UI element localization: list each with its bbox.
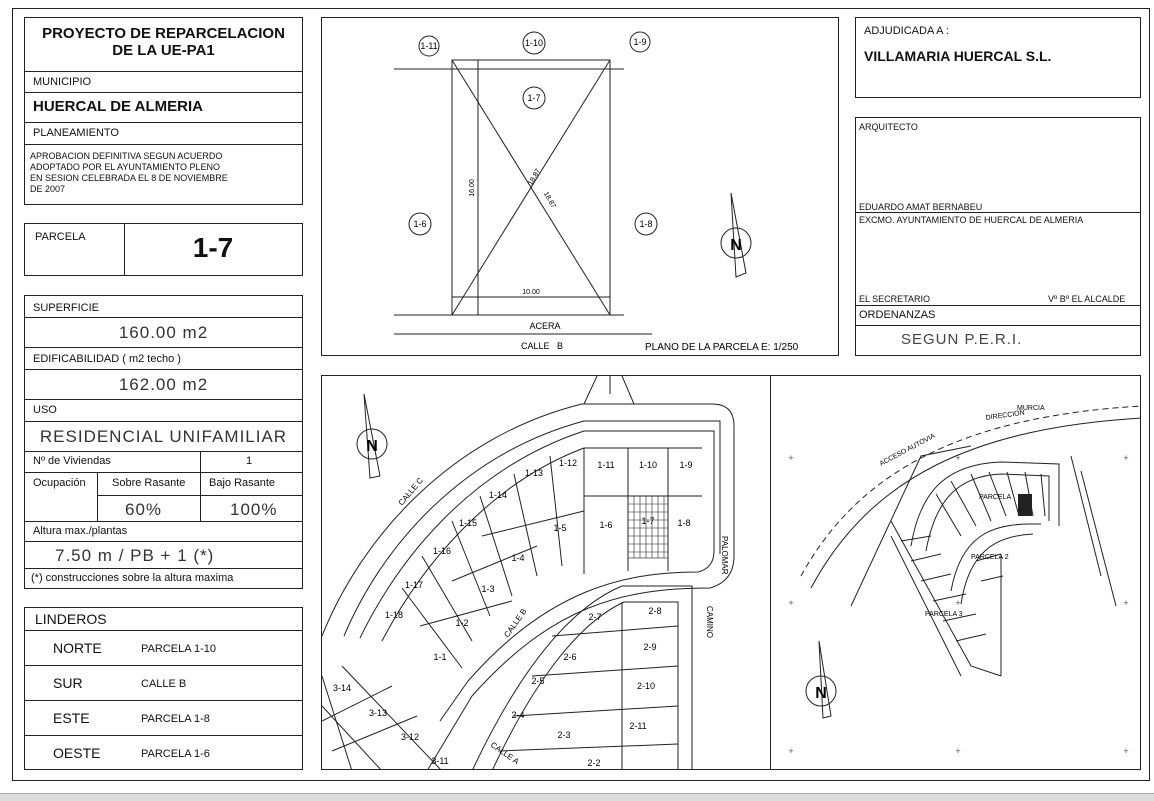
parcela-id: 1-7 [192, 232, 234, 263]
linderos-title: LINDEROS [35, 611, 107, 627]
title-block [24, 17, 303, 205]
sobre-rasante-value: 60% [125, 500, 163, 519]
lot-label: 3-12 [400, 732, 420, 742]
plano-caption: PLANO DE LA PARCELA E: 1/250 [645, 342, 799, 353]
lot-label: 2-7 [588, 612, 602, 622]
parcela2-label: PARCELA 2 [971, 554, 1009, 561]
arquitecto-name: EDUARDO AMAT BERNABEU [859, 202, 983, 212]
lot-label: 1-3 [481, 584, 495, 594]
lot-label: 1-17 [404, 580, 424, 590]
adjudicada-label: ADJUDICADA A : [864, 25, 949, 37]
detalle-panel [321, 375, 1141, 770]
secretario-label: EL SECRETARIO [859, 294, 931, 304]
svg-text:+: + [955, 453, 961, 463]
neighbor-label: 1-9 [633, 37, 647, 47]
neighbor-label: 1-11 [420, 41, 438, 51]
planeamiento-line: APROBACION DEFINITIVA SEGUN ACUERDO [30, 151, 223, 161]
acceso-label: ACCESO AUTOVIA [878, 432, 937, 468]
neighbor-label: 1-10 [524, 38, 544, 48]
lot-label: 2-3 [557, 730, 571, 740]
camino-label: CAMINO [705, 606, 714, 638]
svg-text:+: + [788, 598, 794, 608]
lindero-dir: ESTE [53, 710, 90, 726]
situacion-north: N [815, 685, 827, 702]
svg-text:+: + [1123, 746, 1129, 756]
municipio-label: MUNICIPIO [33, 76, 92, 88]
edificabilidad-label: EDIFICABILIDAD ( m2 techo ) [33, 353, 181, 365]
lot-label: 1-9 [679, 460, 693, 470]
ayuntamiento-label: EXCMO. AYUNTAMIENTO DE HUERCAL DE ALMERIA [859, 215, 1084, 225]
lot-label: 1-14 [488, 490, 508, 500]
lot-label: 2-10 [636, 681, 656, 691]
dim-front: 10.00 [522, 289, 540, 296]
calle-c-label: CALLE C [396, 475, 425, 508]
adjudicada-value: VILLAMARIA HUERCAL S.L. [864, 48, 1052, 64]
calle-a-label: CALLE A [488, 740, 521, 767]
lot-label: 1-4 [511, 553, 525, 563]
detalle-map [322, 376, 770, 770]
lindero-val: PARCELA 1-6 [141, 748, 210, 760]
parcela3-label: PARCELA 3 [925, 611, 963, 618]
lindero-val: PARCELA 1-8 [141, 713, 210, 725]
parcel-center-label: 1-7 [527, 93, 541, 103]
svg-text:+: + [955, 598, 961, 608]
bajo-rasante-label: Bajo Rasante [209, 477, 276, 489]
plano-parcela-drawing [322, 18, 840, 357]
municipio-value: HUERCAL DE ALMERIA [33, 98, 204, 115]
arquitecto-label: ARQUITECTO [859, 122, 918, 132]
lindero-dir: NORTE [53, 640, 102, 656]
murcia-label: MURCIA [1017, 405, 1045, 412]
parcela1-label: PARCELA [979, 494, 1012, 501]
lot-label: 1-5 [553, 523, 567, 533]
ordenanzas-label: ORDENANZAS [859, 309, 936, 321]
superficie-label: SUPERFICIE [33, 302, 100, 314]
lot-label: 1-13 [524, 468, 544, 478]
linderos-block [24, 607, 303, 770]
project-title-1: PROYECTO DE REPARCELACION [42, 25, 285, 42]
lot-label: 1-11 [597, 460, 615, 470]
calle-label: CALLE B [520, 341, 564, 351]
dim-diag: 18.87 [527, 167, 543, 187]
situacion-map [771, 376, 1141, 770]
lot-label: 1-15 [458, 518, 478, 528]
altura-label: Altura max./plantas [33, 525, 128, 537]
lindero-dir: SUR [53, 675, 83, 691]
dim-depth: 16.00 [469, 179, 476, 197]
adjudicada-block [855, 17, 1141, 98]
planeamiento-label: PLANEAMIENTO [33, 127, 119, 139]
bajo-rasante-value: 100% [230, 500, 278, 519]
superficie-value: 160.00 m2 [118, 323, 209, 342]
lot-label: 1-8 [677, 518, 691, 528]
lot-label: 1-12 [558, 458, 578, 468]
plano-north: N [730, 237, 742, 254]
plano-parcela-panel [321, 17, 839, 356]
lot-label: 1-10 [638, 460, 658, 470]
planeamiento-line: EN SESION CELEBRADA EL 8 DE NOVIEMBRE [30, 173, 228, 183]
lot-label: 1-1 [433, 652, 447, 662]
lot-label: 2-2 [587, 758, 601, 768]
acera-label: ACERA [529, 321, 561, 331]
lot-label: 3-14 [332, 683, 352, 693]
svg-text:+: + [955, 746, 961, 756]
lindero-val: PARCELA 1-10 [141, 643, 217, 655]
lot-label: 2-9 [643, 642, 657, 652]
palomar-label: PALOMAR [720, 536, 729, 575]
ocupacion-label: Ocupación [33, 477, 86, 489]
sobre-rasante-label: Sobre Rasante [112, 477, 186, 489]
parcela-block [24, 223, 303, 276]
lot-label: 3-11 [431, 756, 449, 766]
alcalde-label: Vº Bº EL ALCALDE [1048, 294, 1126, 304]
svg-text:+: + [788, 746, 794, 756]
lot-label: 1-7 [641, 516, 655, 526]
altura-nota: (*) construcciones sobre la altura maxima [31, 572, 234, 584]
svg-text:+: + [788, 453, 794, 463]
viviendas-value: 1 [246, 455, 253, 467]
lot-label: 1-18 [384, 610, 404, 620]
neighbor-label: 1-6 [413, 219, 427, 229]
svg-text:+: + [1123, 453, 1129, 463]
ordenanzas-value: SEGUN P.E.R.I. [901, 331, 1023, 348]
direccion-label: DIRECCION [985, 409, 1026, 422]
lot-label: 1-2 [455, 618, 469, 628]
lindero-val: CALLE B [141, 678, 187, 690]
datos-block [24, 295, 303, 589]
lot-label: 2-8 [648, 606, 662, 616]
uso-label: USO [33, 404, 57, 416]
lot-label: 2-11 [629, 721, 647, 731]
dim-diag: 18.87 [541, 190, 557, 210]
lot-label: 2-4 [511, 710, 525, 720]
planeamiento-line: ADOPTADO POR EL AYUNTAMIENTO PLENO [30, 162, 221, 172]
lot-label: 2-6 [563, 652, 577, 662]
project-title-2: DE LA UE-PA1 [112, 42, 215, 59]
edificabilidad-value: 162.00 m2 [118, 375, 209, 394]
planeamiento-line: DE 2007 [30, 184, 66, 194]
detalle-north: N [366, 438, 378, 455]
svg-text:+: + [1123, 598, 1129, 608]
altura-value: 7.50 m / PB + 1 (*) [55, 546, 215, 565]
lindero-dir: OESTE [53, 745, 101, 761]
arquitecto-block [855, 117, 1141, 356]
neighbor-label: 1-8 [639, 219, 653, 229]
lot-label: 1-16 [432, 546, 452, 556]
lot-label: 2-5 [531, 676, 545, 686]
lot-label: 3-13 [368, 708, 388, 718]
uso-value: RESIDENCIAL UNIFAMILIAR [39, 427, 288, 446]
parcela-label: PARCELA [35, 231, 86, 243]
calle-b-label: CALLE B [502, 607, 529, 640]
viviendas-label: Nº de Viviendas [33, 455, 111, 467]
lot-label: 1-6 [599, 520, 613, 530]
